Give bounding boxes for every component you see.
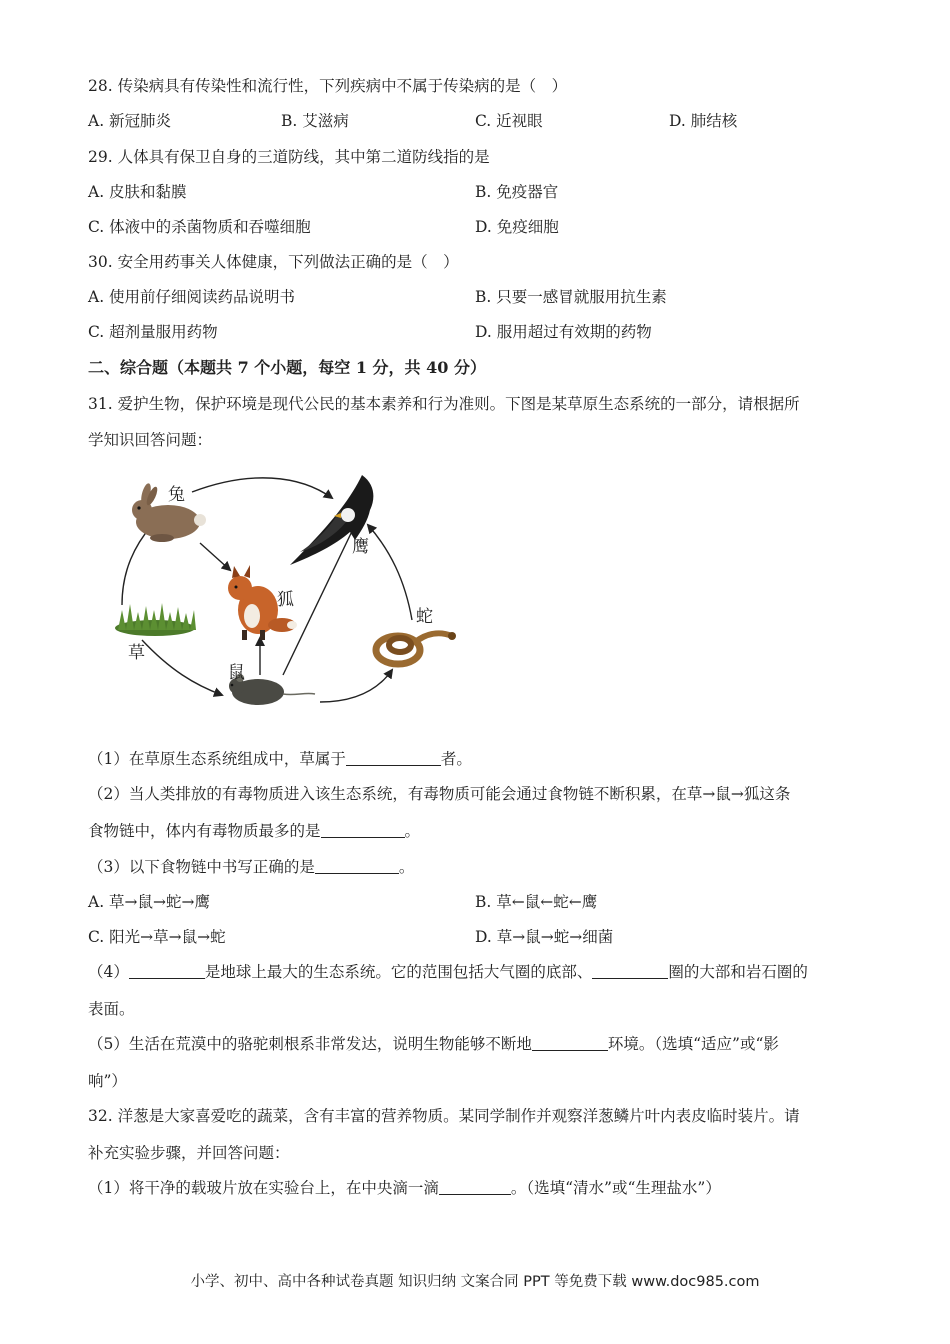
q28-option-c: C. 近视眼 [475, 112, 543, 130]
q32-stem-line1: 32. 洋葱是大家喜爱吃的蔬菜，含有丰富的营养物质。某同学制作并观察洋葱鳞片叶内表皮临时装片。请 [88, 1107, 800, 1125]
q31-part2-line2: 食物链中，体内有毒物质最多的是 。 [88, 822, 421, 840]
q31-stem-line2: 学知识回答问题： [88, 431, 213, 449]
label-rabbit: 兔 [168, 485, 185, 505]
q29-option-b: B. 免疫器官 [475, 183, 559, 201]
q31-part1-blank[interactable] [346, 751, 441, 766]
q30-option-b: B. 只要一感冒就服用抗生素 [475, 288, 667, 306]
label-grass: 草 [128, 643, 145, 663]
q31-part3-option-a: A. 草→鼠→蛇→鹰 [88, 893, 211, 911]
q32-stem-line2: 补充实验步骤，并回答问题： [88, 1144, 290, 1162]
q31-part5-line1: （5）生活在荒漠中的骆驼刺根系非常发达，说明生物能够不断地 环境。（选填“适应”或“影 [88, 1035, 779, 1053]
q30-stem: 30. 安全用药事关人体健康，下列做法正确的是（ ） [88, 253, 459, 271]
label-snake: 蛇 [416, 607, 433, 627]
arrow-snake-to-eagle [368, 525, 412, 620]
q29-option-a: A. 皮肤和黏膜 [88, 183, 187, 201]
q31-part3: （3）以下食物链中书写正确的是 。 [88, 858, 415, 876]
q30-option-d: D. 服用超过有效期的药物 [475, 323, 652, 341]
arrow-grass-to-rabbit [122, 525, 152, 605]
arrow-rabbit-to-fox [200, 543, 230, 570]
arrow-grass-to-mouse [142, 640, 222, 695]
grass-picture [115, 603, 196, 636]
q31-part2-blank[interactable] [321, 823, 405, 838]
label-eagle: 鹰 [352, 537, 369, 557]
q29-stem: 29. 人体具有保卫自身的三道防线，其中第二道防线指的是 [88, 148, 490, 166]
section-2-title: 二、综合题（本题共 7 个小题，每空 1 分，共 40 分） [88, 358, 486, 377]
q32-part1: （1）将干净的载玻片放在实验台上，在中央滴一滴 。（选填“清水”或“生理盐水”） [88, 1179, 721, 1197]
q29-option-d: D. 免疫细胞 [475, 218, 559, 236]
q28-stem: 28. 传染病具有传染性和流行性，下列疾病中不属于传染病的是（ ） [88, 77, 568, 95]
page-footer: 小学、初中、高中各种试卷真题 知识归纳 文案合同 PPT 等免费下载 www.doc985.com [190, 1274, 760, 1290]
q28-option-a: A. 新冠肺炎 [88, 112, 172, 130]
q30-option-a: A. 使用前仔细阅读药品说明书 [88, 288, 296, 306]
food-web-diagram [100, 470, 470, 720]
q31-part5-blank[interactable] [532, 1036, 608, 1051]
q31-part4-line2: 表面。 [88, 1000, 135, 1018]
q31-part4-blank-2[interactable] [592, 964, 668, 979]
q28-option-d: D. 肺结核 [669, 112, 738, 130]
q31-part5-line2: 响”） [88, 1072, 127, 1090]
q31-part2-line1: （2）当人类排放的有毒物质进入该生态系统，有毒物质可能会通过食物链不断积累，在草→鼠→狐这条 [88, 785, 791, 803]
q31-part4-blank-1[interactable] [129, 964, 205, 979]
q29-option-c: C. 体液中的杀菌物质和吞噬细胞 [88, 218, 311, 236]
snake-picture [376, 632, 456, 664]
q31-part3-option-d: D. 草→鼠→蛇→细菌 [475, 928, 614, 946]
q32-part1-blank[interactable] [439, 1180, 511, 1195]
q31-part3-option-c: C. 阳光→草→鼠→蛇 [88, 928, 226, 946]
q31-part3-option-b: B. 草←鼠←蛇←鹰 [475, 893, 598, 911]
q28-option-b: B. 艾滋病 [281, 112, 349, 130]
q31-stem-line1: 31. 爱护生物，保护环境是现代公民的基本素养和行为准则。下图是某草原生态系统的一部分，请根据所 [88, 395, 800, 413]
label-fox: 狐 [277, 590, 294, 610]
q31-part4-line1: （4） 是地球上最大的生态系统。它的范围包括大气圈的底部、 圈的大部和岩石圈的 [88, 963, 808, 981]
q30-option-c: C. 超剂量服用药物 [88, 323, 218, 341]
arrow-rabbit-to-eagle [192, 478, 332, 498]
arrow-mouse-to-snake [320, 670, 392, 702]
q31-part1: （1）在草原生态系统组成中，草属于 者。 [88, 750, 472, 768]
label-mouse: 鼠 [228, 663, 245, 683]
q31-part3-blank[interactable] [315, 859, 399, 874]
